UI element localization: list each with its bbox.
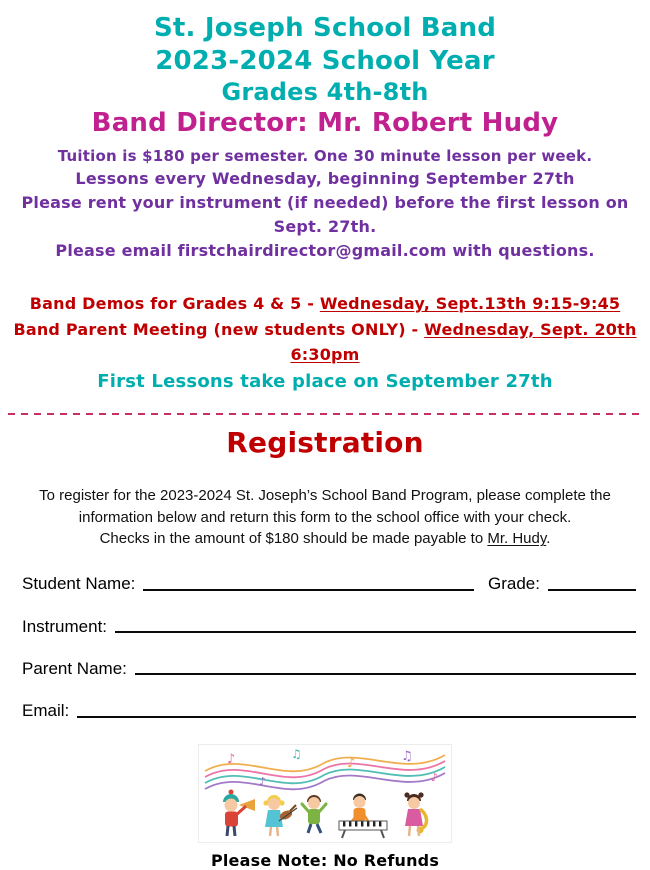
- tuition-line: Tuition is $180 per semester. One 30 minute lesson per week.: [57, 146, 593, 165]
- svg-text:♪: ♪: [431, 770, 439, 784]
- schedule-section: [0, 291, 650, 397]
- instrument-label: Instrument:: [22, 616, 108, 636]
- instrument-field: [115, 631, 636, 633]
- first-lessons-line: First Lessons take place on September 27th: [97, 370, 553, 392]
- parent-name-label: Parent Name:: [22, 659, 127, 678]
- parent-name-field: [135, 673, 636, 675]
- checks-text-period: .: [546, 530, 551, 548]
- keyboard-kid: [339, 793, 387, 838]
- email-row: [22, 701, 636, 721]
- dashed-separator: [8, 413, 642, 415]
- registration-form: [0, 574, 650, 722]
- instructions-line-1: To register for the 2023-2024 St. Joseph’s School Band Program, please complete the: [39, 486, 611, 504]
- saxophone-kid: [404, 792, 426, 836]
- flyer-header: [0, 12, 650, 140]
- svg-text:♫: ♫: [401, 748, 413, 764]
- svg-text:♪: ♪: [259, 774, 267, 788]
- band-kids-illustration: [198, 744, 452, 843]
- school-band-title: St. Joseph School Band: [153, 13, 497, 43]
- instructions-line-2: information below and return this form to the school office with your check.: [78, 508, 572, 526]
- band-kids-svg: [199, 745, 451, 842]
- parent-meeting-label: Band Parent Meeting (new students ONLY) -: [13, 319, 425, 339]
- student-name-label: Student Name:: [22, 574, 136, 594]
- grade-field: [548, 589, 636, 591]
- instructions-line-3: [0, 528, 650, 550]
- band-demos-time: Wednesday, Sept.13th 9:15-9:45: [319, 294, 621, 313]
- dancing-kid: [302, 795, 326, 833]
- registration-instructions: [0, 485, 650, 550]
- school-year-title: 2023-2024 School Year: [155, 45, 495, 76]
- band-demos-line: [0, 291, 650, 317]
- grade-label: Grade:: [488, 574, 540, 594]
- student-name-field: [143, 589, 474, 591]
- svg-text:♫: ♫: [291, 746, 302, 761]
- band-director-title: Band Director: Mr. Robert Hudy: [91, 108, 559, 138]
- no-refunds-note: Please Note: No Refunds: [210, 850, 440, 870]
- violin-kid: [263, 795, 297, 836]
- checks-text: Checks in the amount of $180 should be made payable to: [99, 530, 488, 548]
- email-field: [77, 716, 636, 718]
- student-name-row: [22, 574, 636, 594]
- program-info: [0, 145, 650, 264]
- parent-meeting-line: [0, 317, 650, 368]
- instrument-row: [22, 617, 636, 637]
- trumpet-kid: [223, 789, 255, 836]
- svg-text:♪: ♪: [227, 751, 236, 767]
- svg-text:♪: ♪: [347, 755, 356, 771]
- email-note-line: Please email firstchairdirector@gmail.com with questions.: [55, 241, 595, 260]
- lessons-line: Lessons every Wednesday, beginning September 27th: [75, 169, 575, 188]
- registration-title: Registration: [226, 425, 424, 459]
- email-label: Email:: [22, 701, 70, 721]
- grades-title: Grades 4th-8th: [221, 78, 429, 106]
- parent-name-row: [22, 659, 636, 679]
- band-demos-label: Band Demos for Grades 4 & 5 -: [29, 294, 320, 313]
- parent-meeting-time: Wednesday, Sept. 20th 6:30pm: [290, 319, 637, 365]
- rental-line: Please rent your instrument (if needed) before the first lesson on Sept. 27th.: [21, 193, 629, 236]
- payable-to-name: Mr. Hudy: [487, 530, 547, 548]
